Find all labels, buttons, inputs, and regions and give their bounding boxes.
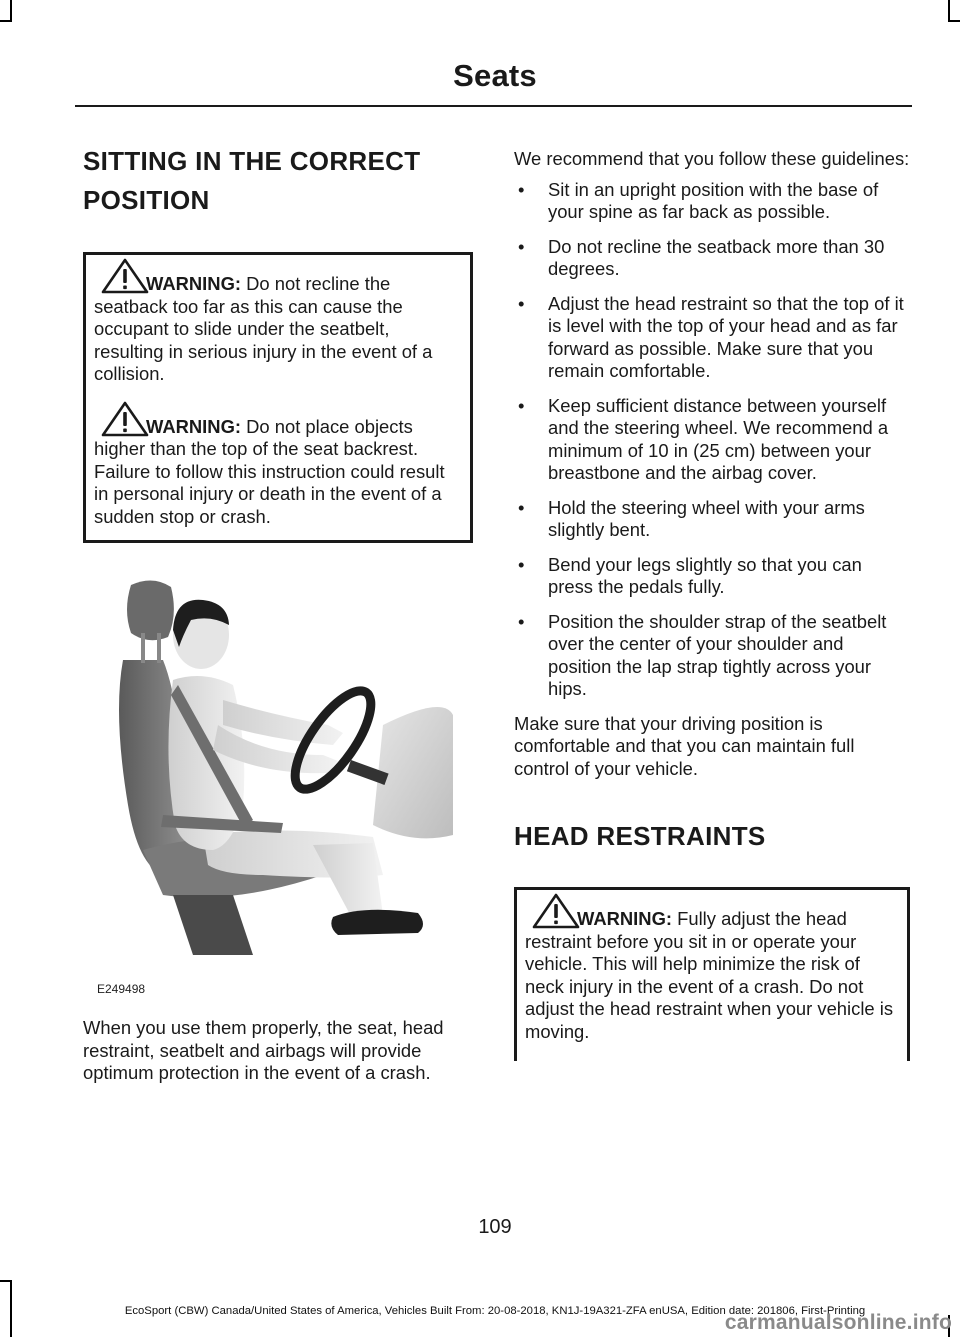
warning-text: WARNING: Fully adjust the head restraint before you sit in or operate your vehicle. This will help minimize the risk of neck injury in the event of a crash. Do not adjust the head restraint when your vehicle is moving. [525,908,899,1043]
figure-code: E249498 [97,982,146,996]
list-item: • Do not recline the seatback more than 30 degrees. [518,235,885,279]
seating-position-illustration [83,575,473,995]
list-item: • Sit in an upright position with the base of your spine as far back as possible. [518,178,879,222]
closing-paragraph: Make sure that your driving position is comfortable and that you can maintain full control of your vehicle. [514,712,855,779]
crop-mark [10,0,12,22]
crop-mark [948,0,950,22]
driver-seat-image [83,575,473,975]
warning-triangle-icon [100,257,150,295]
intro-paragraph: We recommend that you follow these guidelines: [514,148,910,169]
page-header-title: Seats [453,58,537,93]
warning-box [83,252,473,543]
list-item: • Hold the steering wheel with your arms slightly bent. [518,496,865,540]
list-item: • Keep sufficient distance between yourself and the steering wheel. We recommend a minimum of 10 in (25 cm) between your breastbone and the airbag cover. [518,394,889,483]
section-heading-head-restraints: HEAD RESTRAINTS [514,821,766,851]
warning-text: WARNING: Do not recline the seatback too far as this can cause the occupant to slide under the seatbelt, resulting in serious injury in the event of a collision. [94,273,462,386]
body-paragraph: When you use them properly, the seat, head restraint, seatbelt and airbags will provide optimum protection in the event of a crash. [83,1017,444,1083]
crop-mark [0,1280,12,1282]
list-item: • Position the shoulder strap of the seatbelt over the center of your shoulder and position the lap strap tightly across your hips. [518,610,887,699]
warning-triangle-icon [531,892,581,930]
warning-text: WARNING: Do not place objects higher than the top of the seat backrest. Failure to follow this instruction could result in personal injury or death in the event of a sudden stop or crash. [94,416,462,529]
page-number: 109 [478,1216,512,1238]
list-item: • Adjust the head restraint so that the top of it is level with the top of your head and as far forward as possible. Make sure that you remain comfortable. [518,292,904,381]
warning-box [514,887,910,1061]
footer-edition-text: EcoSport (CBW) Canada/United States of America, Vehicles Built From: 20-08-2018, KN1J-19A321-ZFA enUSA, Edition date: 201806, First-Printing [124,1305,866,1317]
header-divider [75,105,912,107]
warning-triangle-icon [100,400,150,438]
guidelines-list [514,179,910,701]
right-column [514,148,910,1061]
list-item: • Bend your legs slightly so that you can press the pedals fully. [518,553,862,597]
crop-mark [0,20,12,22]
left-column [83,145,473,1085]
section-heading: SITTING IN THE CORRECT POSITION [83,146,421,215]
watermark: carmanualsonline.info [724,1311,952,1334]
crop-mark [948,20,960,22]
